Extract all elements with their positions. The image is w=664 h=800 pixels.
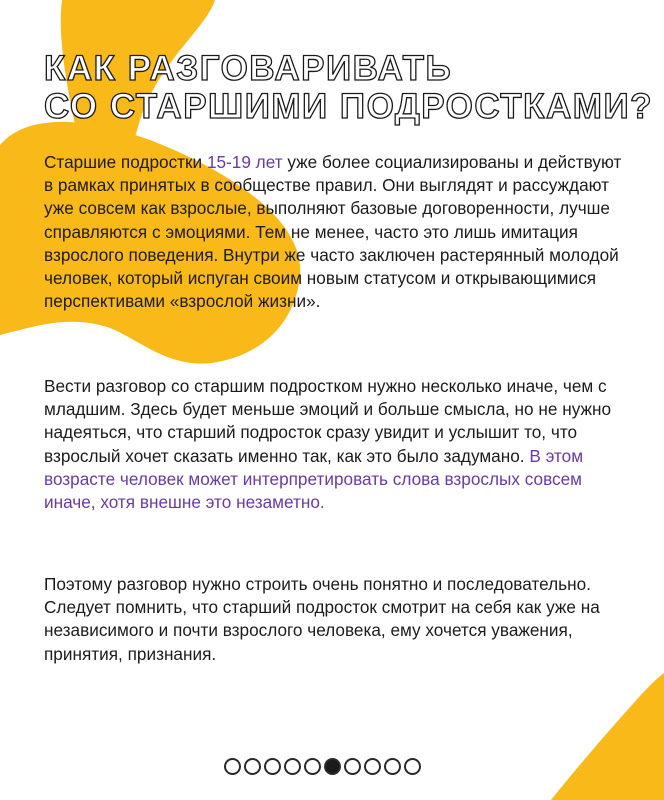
- page-title: [44, 50, 653, 126]
- paragraph-2: [44, 375, 624, 514]
- pagination-dot[interactable]: [404, 758, 421, 775]
- pagination-dot[interactable]: [344, 758, 361, 775]
- paragraph-1: [44, 151, 624, 313]
- yellow-blob-bottom-right: [551, 673, 664, 800]
- paragraph-1-text-end: уже более социализированы и действуют в рамках принятых в сообществе правил. Они выглядят и рассуждают уже совсем как взрослые, выполняют базовые договоренности, лучше справляются с эмоциями. Тем не менее, часто это лишь имитация взрослого поведения. Внутри же часто заключен растерянный молодой человек, который испуган своим новым статусом и открывающимися перспективами «взрослой жизни».: [44, 152, 622, 312]
- pagination-dots: [224, 758, 421, 775]
- pagination-dot[interactable]: [364, 758, 381, 775]
- pagination-dot[interactable]: [224, 758, 241, 775]
- age-range-highlight: 15-19 лет: [206, 152, 283, 172]
- pagination-dot[interactable]: [264, 758, 281, 775]
- paragraph-2-highlight: В этом возрасте человек может интерпретировать слова взрослых совсем иначе, хотя внешне это незаметно.: [44, 445, 584, 513]
- pagination-dot-active[interactable]: [324, 758, 341, 775]
- pagination-dot[interactable]: [304, 758, 321, 775]
- paragraph-3: [44, 573, 624, 666]
- pagination-dot[interactable]: [284, 758, 301, 775]
- title-line-2: СО СТАРШИМИ ПОДРОСТКАМИ?: [44, 87, 653, 126]
- pagination-dot[interactable]: [244, 758, 261, 775]
- paragraph-1-text-start: Старшие подростки: [44, 152, 207, 172]
- paragraph-2-text: Вести разговор со старшим подростком нужно несколько иначе, чем с младшим. Здесь будет меньше эмоций и больше смысла, но не нужно надеяться, что старший подросток сразу увидит и услышит то, что взрослый хочет сказать именно так, как это было задумано.: [44, 376, 612, 466]
- title-line-1: КАК РАЗГОВАРИВАТЬ: [44, 49, 453, 88]
- paragraph-3-text: Поэтому разговор нужно строить очень понятно и последовательно. Следует помнить, что старший подросток смотрит на себя как уже на независимого и почти взрослого человека, ему хочется уважения, принятия, признания.: [44, 574, 600, 664]
- pagination-dot[interactable]: [384, 758, 401, 775]
